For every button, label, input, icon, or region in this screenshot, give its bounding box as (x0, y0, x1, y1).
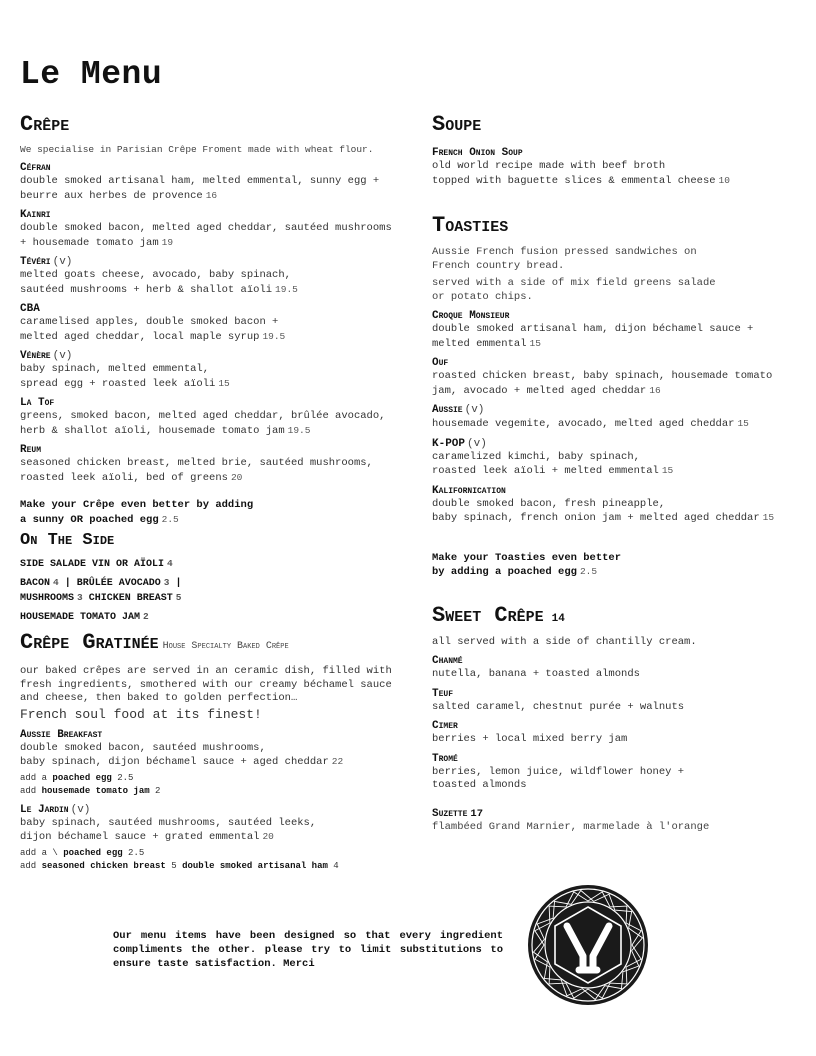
vegetarian-badge: (v) (70, 803, 91, 816)
sweet-item-name: Tromé (432, 752, 458, 765)
toasties-title: Toasties (432, 213, 509, 238)
sweet-item (432, 687, 812, 715)
crepe-item-desc: melted goats cheese, avocado, baby spinach, sautéed mushrooms + herb & shallot aïoli 19.5 (20, 269, 298, 296)
price: 20 (230, 471, 243, 483)
toastie-item-desc: roasted chicken breast, baby spinach, housemade tomato jam, avocado + melted aged cheddar 16 (432, 370, 773, 397)
crepe-section (20, 113, 420, 527)
side-line: MUSHROOMS 3 CHICKEN BREAST 5 (20, 592, 182, 604)
sweet-item (432, 752, 812, 793)
price: 19 (161, 236, 174, 248)
crepe-item-name: Céfran (20, 162, 51, 174)
toasties-intro-sides: served with a side of mix field greens salade or potato chips. (432, 277, 716, 303)
sweet-item (432, 654, 812, 682)
addon-line: add housemade tomato jam 2 (20, 785, 161, 796)
gratinee-tagline: French soul food at its finest! (20, 706, 262, 722)
crepe-item-name: CBA (20, 303, 40, 315)
crepe-item-name: Tévéri (v) (20, 256, 73, 268)
gratinee-item-desc: double smoked bacon, sautéed mushrooms, baby spinach, dijon béchamel sauce + aged cheddar 22 (20, 741, 344, 768)
sweet-item-desc: berries + local mixed berry jam (432, 733, 628, 745)
crepe-item (20, 396, 420, 438)
sweet-section (432, 604, 812, 835)
crepe-title: Crêpe (20, 112, 70, 137)
gratinee-item (20, 803, 420, 873)
sweet-item-name: Cimer (432, 720, 458, 732)
vegetarian-badge: (v) (464, 404, 485, 416)
soupe-item-desc: old world recipe made with beef broth topped with baguette slices & emmental cheese 10 (432, 160, 730, 187)
toastie-item-name: Croque Monsieur (432, 310, 510, 322)
toastie-item-name: Aussie (v) (432, 404, 485, 416)
gratinee-subtitle: House Specialty Baked Crêpe (162, 641, 289, 652)
toastie-item-desc: double smoked bacon, fresh pineapple, baby spinach, french onion jam + melted aged cheddar 15 (432, 497, 775, 524)
side-title: On The Side (20, 531, 115, 550)
addon-line: add a \ poached egg 2.5 (20, 847, 145, 858)
gratinee-title: Crêpe Gratinée House Specialty Baked Crêpe (20, 630, 289, 655)
price: 19.5 (262, 330, 286, 342)
price: 19.5 (287, 424, 311, 436)
sweet-item-name: Chanmé (432, 655, 463, 667)
side-line: BACON 4 | BRÛLÉE AVOCADO 3 | (20, 577, 182, 589)
crepe-item-name: Reum (20, 444, 42, 456)
crepe-item-desc: baby spinach, melted emmental, spread egg + roasted leek aïoli 15 (20, 363, 230, 390)
soupe-section (432, 113, 812, 188)
crepe-item-desc: seasoned chicken breast, melted brie, sautéed mushrooms, roasted leek aïoli, bed of greens 20 (20, 457, 373, 484)
sweet-item (432, 719, 812, 747)
crepe-item (20, 208, 420, 250)
crepe-item (20, 161, 420, 203)
addon-line: add seasoned chicken breast 5 double smoked artisanal ham 4 (20, 860, 339, 871)
soupe-item-name: French Onion Soup (432, 147, 523, 159)
footer-note: Our menu items have been designed so that every ingredient compliments the other. please try to limit substitutions to ensure taste satisfaction. Merci (113, 930, 503, 970)
side-line: HOUSEMADE TOMATO JAM 2 (20, 611, 149, 623)
crepe-item-desc: double smoked bacon, melted aged cheddar, sautéed mushrooms + housemade tomato jam 19 (20, 222, 392, 249)
suzette-item (432, 807, 812, 835)
toastie-item-desc: housemade vegemite, avocado, melted aged cheddar 15 (432, 418, 749, 430)
sweet-item-name: Teuf (432, 687, 454, 700)
right-column (432, 113, 812, 834)
crepe-item (20, 302, 420, 344)
vegetarian-badge: (v) (52, 350, 73, 362)
crepe-item-desc: caramelised apples, double smoked bacon + melted aged cheddar, local maple syrup 19.5 (20, 316, 286, 343)
page-title: Le Menu (20, 56, 163, 93)
sweet-title: Sweet Crêpe 14 (432, 602, 565, 628)
side-line: SIDE SALADE VIN OR AÏOLI 4 (20, 558, 173, 570)
crepe-item-desc: greens, smoked bacon, melted aged cheddar, brûlée avocado, herb & shallot aïoli, housemade tomato jam 19.5 (20, 410, 386, 437)
soupe-title: Soupe (432, 112, 482, 137)
crepe-item-desc: double smoked artisanal ham, melted emmental, sunny egg + beurre aux herbes de provence 16 (20, 175, 380, 202)
toastie-item (432, 356, 812, 398)
crepe-addon-note: Make your Crêpe even better by adding a sunny OR poached egg 2.5 (20, 499, 254, 526)
sweet-item-desc: berries, lemon juice, wildflower honey + toasted almonds (432, 765, 685, 791)
left-column (20, 113, 420, 873)
toastie-item-name: Ouf (432, 357, 449, 369)
crepe-item (20, 443, 420, 485)
suzette-desc: flambéed Grand Marnier, marmelade à l'orange (432, 820, 710, 833)
toastie-item (432, 437, 812, 479)
sweet-intro: all served with a side of chantilly cream. (432, 635, 697, 648)
crepe-item-name: Kainri (20, 209, 51, 221)
toasties-addon-note: Make your Toasties even better by adding a poached egg 2.5 (432, 551, 622, 578)
toastie-item (432, 403, 812, 432)
toastie-item-name: Kalifornication (432, 484, 506, 497)
crepe-item-name: Vénère (v) (20, 350, 73, 362)
crepe-item (20, 349, 420, 391)
price: 15 (218, 377, 230, 389)
gratinee-item-desc: baby spinach, sautéed mushrooms, sautéed leeks, dijon béchamel sauce + grated emmental 20 (20, 816, 317, 843)
price: 16 (205, 189, 218, 201)
hexagon-y-emblem-icon (527, 884, 649, 1006)
price: 19.5 (275, 283, 298, 295)
suzette-name: Suzette 17 (432, 807, 484, 820)
gratinee-intro: our baked crêpes are served in an ceramic dish, filled with fresh ingredients, smothered with our creamy béchamel sauce and cheese, then baked to golden perfection… (20, 665, 392, 704)
side-section (20, 531, 420, 625)
gratinee-item (20, 728, 420, 798)
vegetarian-badge: (v) (52, 256, 73, 268)
toastie-item-desc: double smoked artisanal ham, dijon béchamel sauce + melted emmental 15 (432, 323, 754, 350)
gratinee-item-name: Le Jardin (v) (20, 803, 91, 816)
gratinee-item-name: Aussie Breakfast (20, 728, 103, 741)
price: 2.5 (161, 513, 179, 525)
toastie-item (432, 309, 812, 351)
crepe-intro: We specialise in Parisian Crêpe Froment made with wheat flour. (20, 144, 374, 155)
toasties-intro: Aussie French fusion pressed sandwiches on French country bread. (432, 246, 697, 272)
addon-line: add a poached egg 2.5 (20, 772, 134, 783)
sweet-price: 14 (551, 612, 565, 625)
toastie-item (432, 484, 812, 526)
toastie-item-name: K-POP (v) (432, 437, 487, 450)
vegetarian-badge: (v) (467, 437, 487, 450)
toasties-section (432, 214, 812, 580)
sweet-item-desc: nutella, banana + toasted almonds (432, 668, 640, 680)
toastie-item-desc: caramelized kimchi, baby spinach, roasted leek aïoli + melted emmental 15 (432, 450, 674, 477)
gratinee-section (20, 631, 420, 873)
crepe-item-name: La Tof (20, 397, 55, 409)
sweet-item-desc: salted caramel, chestnut purée + walnuts (432, 700, 685, 713)
crepe-item (20, 255, 420, 297)
